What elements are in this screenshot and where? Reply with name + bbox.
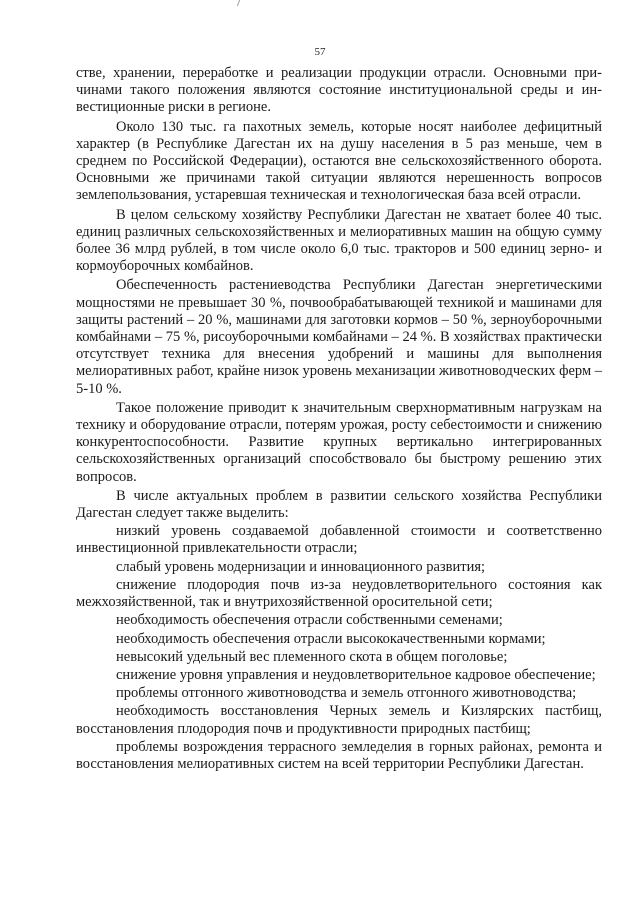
list-item: необходимость обеспечения отрасли высококачественными кормами; — [116, 630, 546, 647]
paragraph: Такое положение приводит к значительным сверхнормативным нагрузкам на технику и оборудование отрасли, потерям урожая, росту себестоимости и снижению конкурентоспособности. Развитие крупных вертикально интегрированных сельскохозяйственных организаций способствовало бы быстрому решению этих вопросов. — [76, 399, 602, 485]
list-item: снижение плодородия почв из-за неудовлетворительного состояния как межхозяйственной, так и внутрихозяйственной оросительной сети; — [76, 576, 602, 611]
list-item: низкий уровень создаваемой добавленной стоимости и соответственно инвестиционной привлекательности отрасли; — [76, 523, 602, 557]
list-item: проблемы возрождения террасного земледелия в горных районах, ремонта и восстановления мелиоративных систем на всей территории Республики Дагестан. — [76, 738, 602, 772]
page-number: 57 — [314, 46, 326, 58]
paragraph: Обеспеченность растениеводства Республики Дагестан энергетическими мощностями не превышает 30 %, почвообрабатывающей техникой и машинами для защиты растений – 20 %, машинами для заготовки кормов – 50 %, зерноуборочными комбайнами – 75 %, рисоуборочными комбайнами – 24 %. В хозяйствах практически отсутствует техника для внесения удобрений и машины для выполнения мелиоративных работ, крайне низок уровень механизации животноводческих ферм – 5-10 %. — [76, 277, 602, 397]
scan-mark — [237, 0, 243, 6]
list-item: необходимость восстановления Черных земель и Кизлярских пастбищ, восстановления плодородия почв и продуктивности природных пастбищ; — [76, 703, 602, 737]
paragraph: стве, хранении, переработке и реализации продукции отрасли. Основными причинами такого положения являются состояние институциональной среды и инвестиционные риски в регионе. — [76, 65, 602, 116]
document-body — [76, 65, 602, 773]
paragraph: В целом сельскому хозяйству Республики Дагестан не хватает более 40 тыс. единиц различных сельскохозяйственных и мелиоративных машин на общую сумму более 36 млрд рублей, в том числе около 6,0 тыс. тракторов и 500 единиц зерно- и кормоуборочных комбайнов. — [76, 206, 602, 275]
paragraph: В числе актуальных проблем в развитии сельского хозяйства Республики Дагестан следует также выделить: — [76, 487, 602, 522]
list-item: невысокий удельный вес племенного скота в общем поголовье; — [116, 648, 508, 665]
list-item: необходимость обеспечения отрасли собственными семенами; — [116, 612, 503, 629]
list-item: снижение уровня управления и неудовлетворительное кадровое обеспечение; — [116, 666, 596, 683]
list-item: слабый уровень модернизации и инновационного развития; — [116, 558, 486, 575]
paragraph: Около 130 тыс. га пахотных земель, которые носят наиболее дефицитный характер (в Республике Дагестан их на душу населения в 5 раз меньше, чем в среднем по Российской Федерации), остаются вне сельскохозяйственного оборота. Основными же причинами такой ситуации являются нерешенность вопросов землепользования, устаревшая техническая и технологическая база всей отрасли. — [76, 118, 602, 204]
list-item: проблемы отгонного животноводства и земель отгонного животноводства; — [116, 685, 577, 702]
